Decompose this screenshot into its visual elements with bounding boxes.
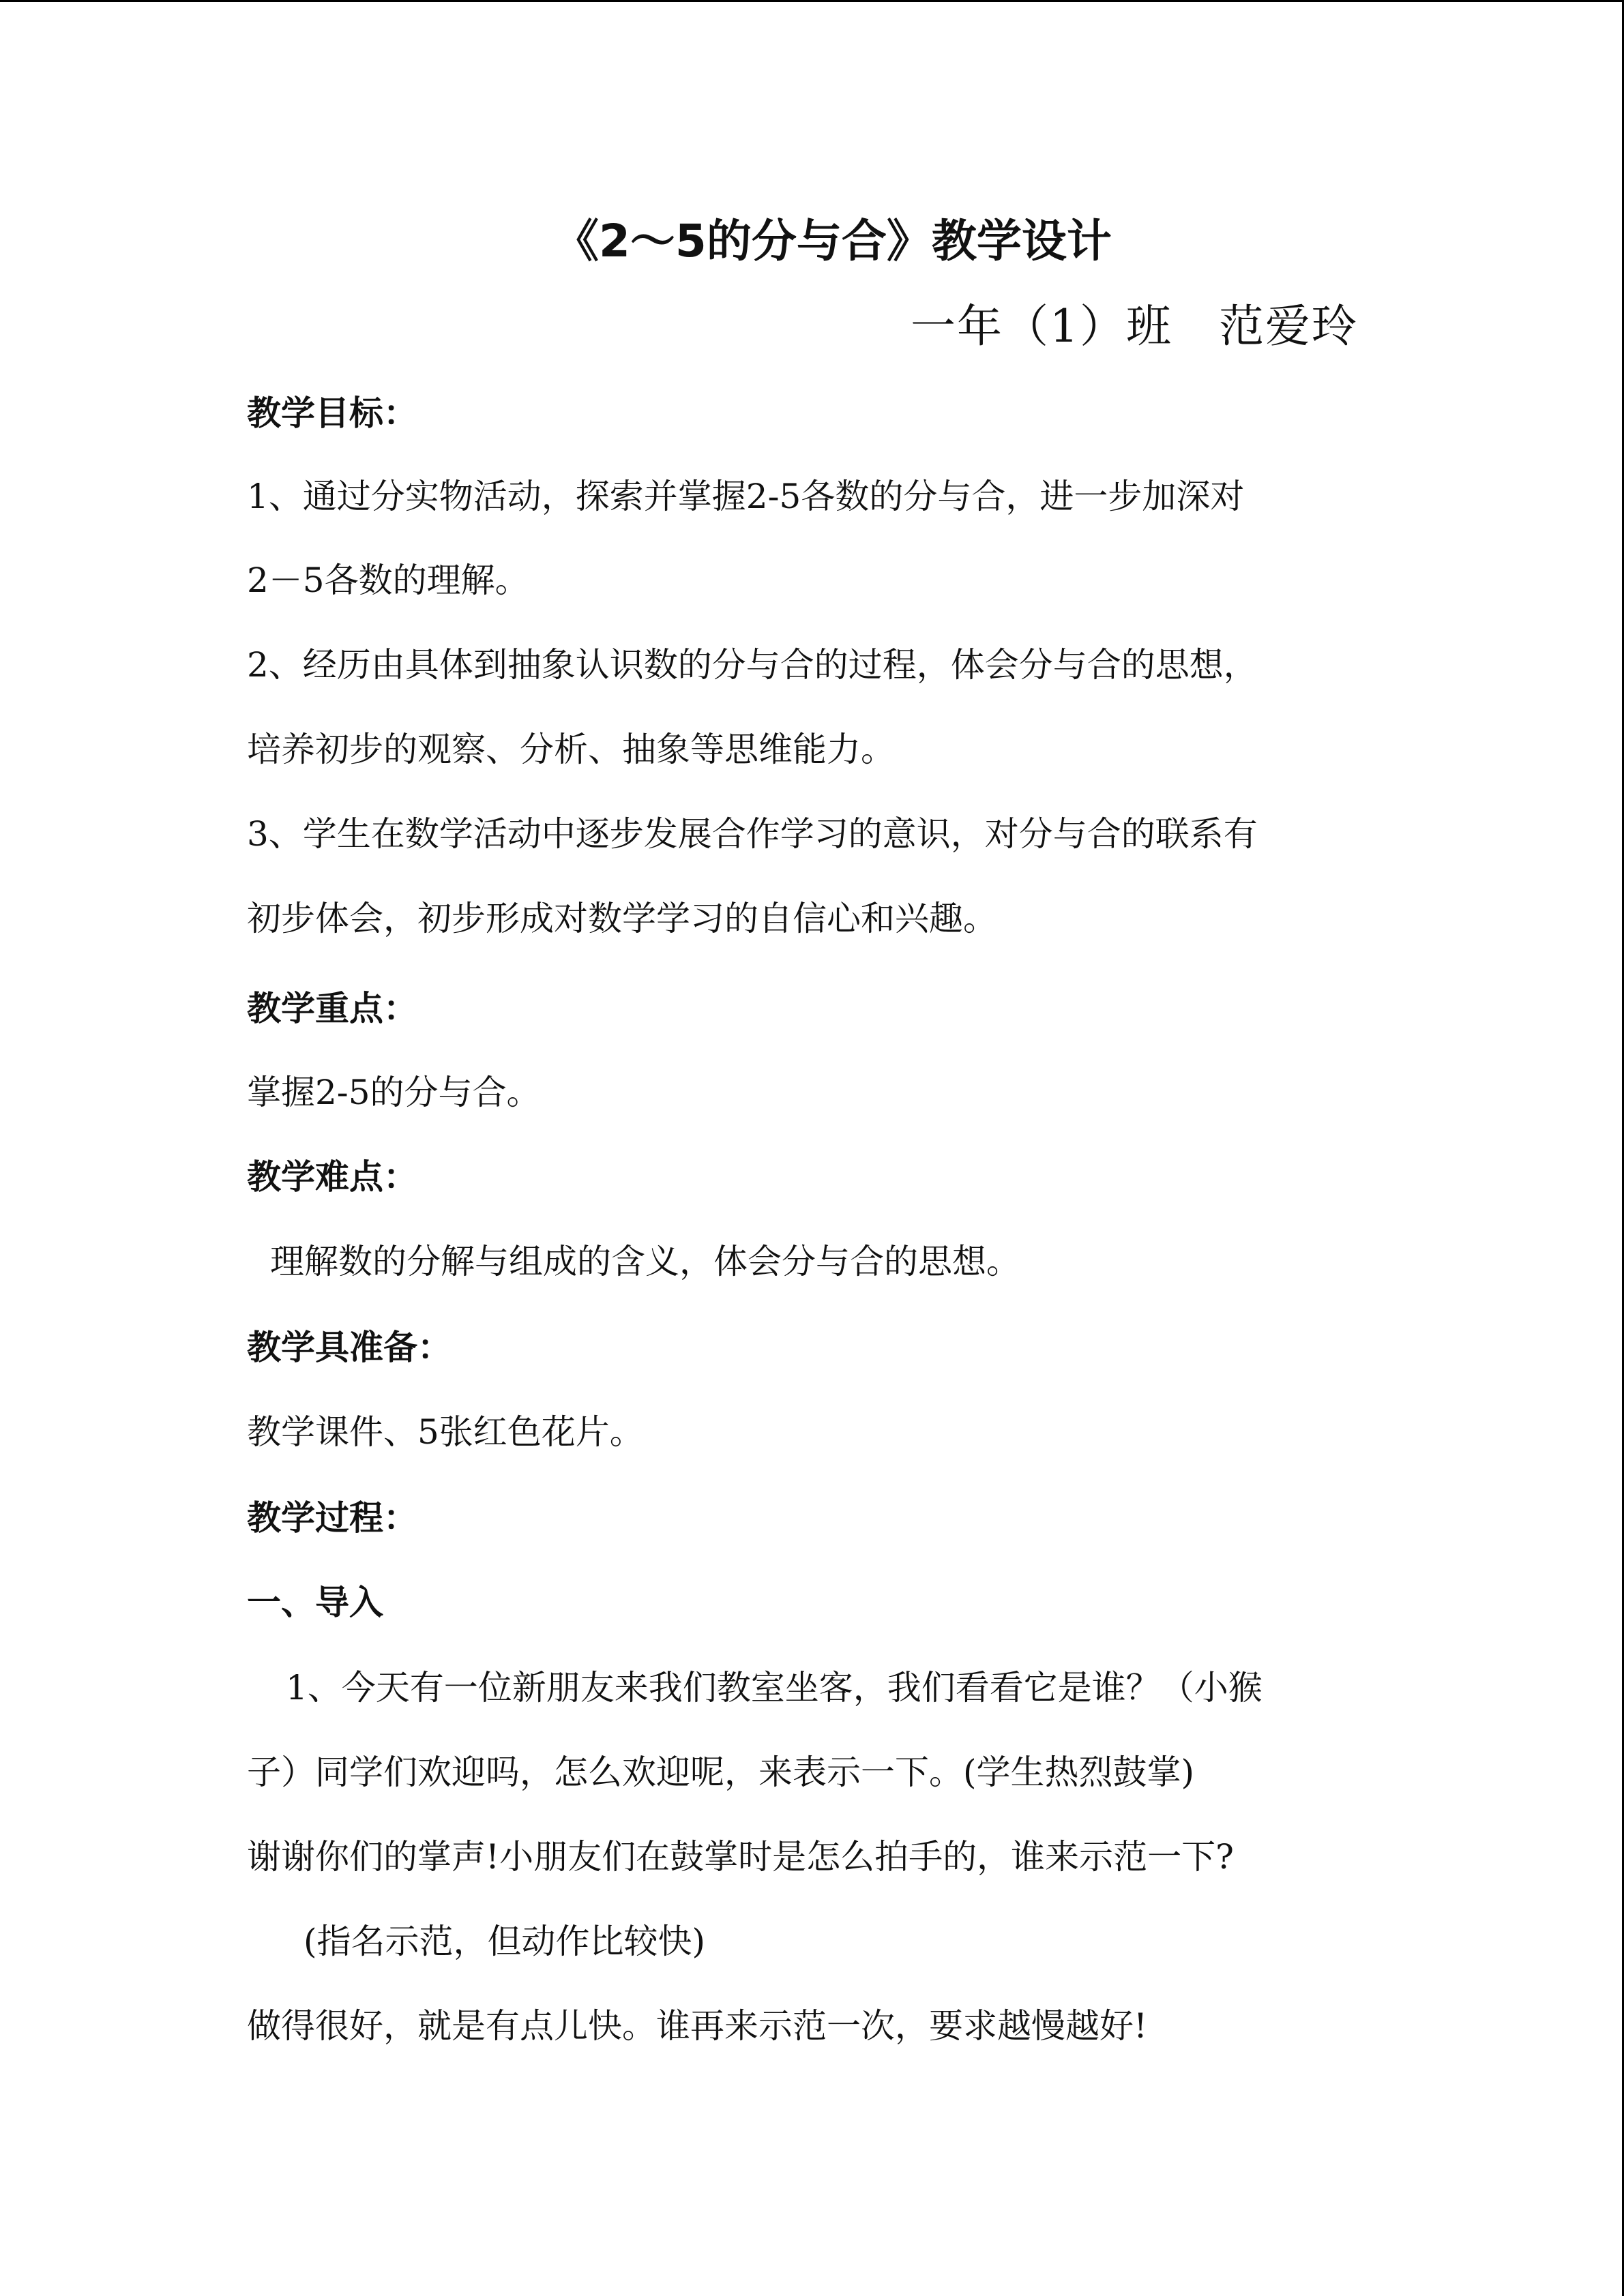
- intro-paragraph-line-5: 做得很好，就是有点儿快。谁再来示范一次，要求越慢越好!: [247, 2006, 1148, 2046]
- process-heading: 教学过程：: [247, 1498, 417, 1538]
- materials-text: 教学课件、5张红色花片。: [247, 1412, 644, 1452]
- author-line: 一年（1）班 范爱玲: [911, 300, 1358, 353]
- difficulty-heading: 教学难点：: [247, 1157, 417, 1197]
- document-title: 《2～5的分与合》教学设计: [554, 215, 1112, 267]
- key-point-text: 掌握2-5的分与合。: [247, 1073, 541, 1112]
- key-point-heading: 教学重点：: [247, 989, 417, 1028]
- objective-1-line-1: 1、通过分实物活动，探索并掌握2-5各数的分与合，进一步加深对: [247, 477, 1245, 516]
- intro-paragraph-line-3: 谢谢你们的掌声!小朋友们在鼓掌时是怎么拍手的，谁来示范一下?: [247, 1837, 1234, 1877]
- intro-paragraph-line-1: 1、今天有一位新朋友来我们教室坐客，我们看看它是谁？（小猴: [286, 1668, 1263, 1708]
- section-1-heading: 一、导入: [247, 1583, 383, 1622]
- objective-2-line-1: 2、经历由具体到抽象认识数的分与合的过程，体会分与合的思想，: [247, 645, 1258, 685]
- difficulty-text: 理解数的分解与组成的含义，体会分与合的思想。: [270, 1242, 1020, 1281]
- objectives-heading: 教学目标：: [247, 393, 417, 433]
- objective-2-line-2: 培养初步的观察、分析、抽象等思维能力。: [247, 730, 895, 769]
- intro-paragraph-line-2: 子）同学们欢迎吗，怎么欢迎呢，来表示一下。(学生热烈鼓掌): [247, 1753, 1195, 1792]
- objective-3-line-1: 3、学生在数学活动中逐步发展合作学习的意识，对分与合的联系有: [247, 814, 1258, 854]
- objective-3-line-2: 初步体会，初步形成对数学学习的自信心和兴趣。: [247, 899, 997, 938]
- materials-heading: 教学具准备：: [247, 1328, 452, 1367]
- objective-1-line-2: 2－5各数的理解。: [247, 561, 529, 600]
- intro-paragraph-line-4: (指名示范，但动作比较快): [304, 1922, 706, 1961]
